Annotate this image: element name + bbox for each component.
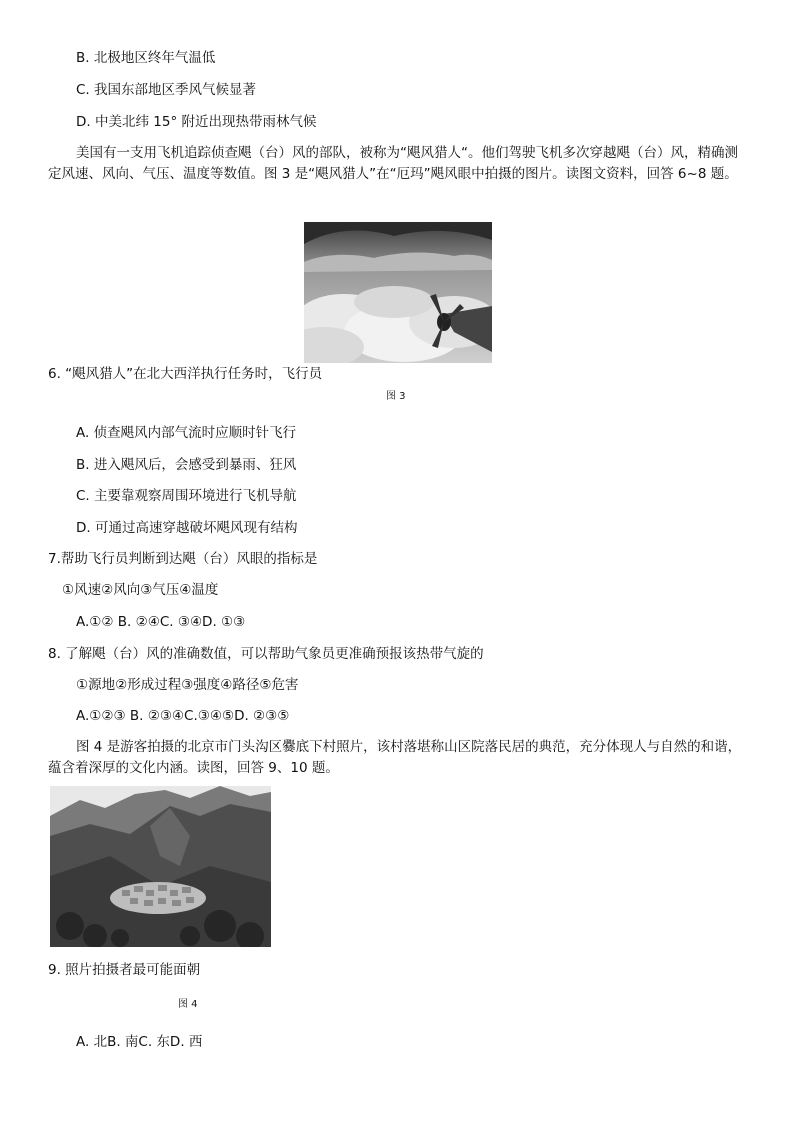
q9-options: A. 北B. 南C. 东D. 西 bbox=[76, 1034, 203, 1050]
q6-stem: 6. “飓风猎人”在北大西洋执行任务时，飞行员 bbox=[48, 366, 323, 382]
q8-stem: 8. 了解飓（台）风的准确数值，可以帮助气象员更准确预报该热带气旋的 bbox=[48, 646, 484, 662]
q6-option-c: C. 主要靠观察周围环境进行飞机导航 bbox=[76, 488, 297, 504]
figure3-caption: 图 3 bbox=[386, 391, 406, 402]
figure4-village-photo bbox=[50, 786, 271, 947]
q8-options: A.①②③ B. ②③④C.③④⑤D. ②③⑤ bbox=[76, 708, 290, 724]
q9-stem: 9. 照片拍摄者最可能面朝 bbox=[48, 962, 201, 978]
q6-option-d: D. 可通过高速穿越破坏飓风现有结构 bbox=[76, 520, 298, 536]
q5-option-d: D. 中美北纬 15° 附近出现热带雨林气候 bbox=[76, 114, 317, 130]
figure3-image bbox=[304, 222, 492, 363]
figure3-hurricane-photo bbox=[304, 222, 492, 363]
q7-items: ①风速②风向③气压④温度 bbox=[62, 582, 219, 598]
q5-option-b: B. 北极地区终年气温低 bbox=[76, 50, 216, 66]
figure4-image bbox=[50, 786, 271, 947]
q6-option-b: B. 进入飓风后，会感受到暴雨、狂风 bbox=[76, 457, 297, 473]
intro-paragraph-q6-8: 美国有一支用飞机追踪侦查飓（台）风的部队，被称为“飓风猎人“。他们驾驶飞机多次穿越飓（台）风，精确测定风速、风向、气压、温度等数值。图 3 是“飓风猎人”在“厄玛”飓风眼中拍摄的图片。读图文资料，回答 6~8 题。 bbox=[48, 145, 738, 182]
q8-items: ①源地②形成过程③强度④路径⑤危害 bbox=[76, 677, 299, 693]
intro-paragraph-q9-10: 图 4 是游客拍摄的北京市门头沟区爨底下村照片，该村落堪称山区院落民居的典范，充分体现人与自然的和谐，蕴含着深厚的文化内涵。读图，回答 9、10 题。 bbox=[48, 739, 742, 776]
figure4-caption: 图 4 bbox=[178, 999, 198, 1010]
q7-options: A.①② B. ②④C. ③④D. ①③ bbox=[76, 614, 246, 630]
q6-option-a: A. 侦查飓风内部气流时应顺时针飞行 bbox=[76, 425, 297, 441]
q5-option-c: C. 我国东部地区季风气候显著 bbox=[76, 82, 257, 98]
q7-stem: 7.帮助飞行员判断到达飓（台）风眼的指标是 bbox=[48, 551, 318, 567]
